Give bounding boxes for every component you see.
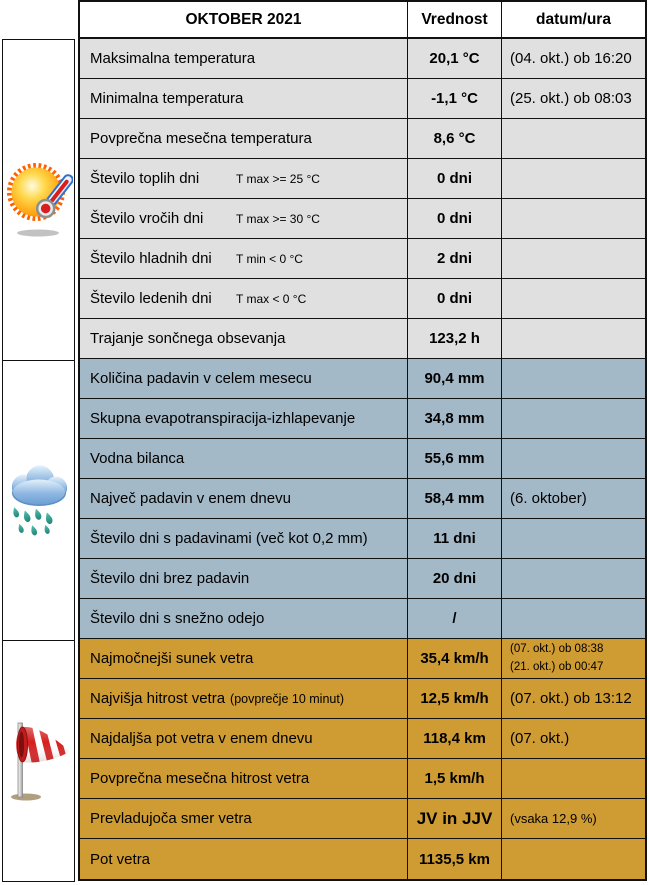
row-value-cell <box>408 319 502 358</box>
row-label-cell <box>80 39 408 78</box>
table-row <box>80 439 645 479</box>
row-value-cell <box>408 559 502 598</box>
sun-thermometer-icon <box>5 159 73 241</box>
row-date-cell <box>502 479 645 518</box>
rain-cloud-icon <box>7 461 71 541</box>
date-column-header: datum/ura <box>536 10 611 28</box>
row-label: Maksimalna temperatura <box>90 50 256 67</box>
row-value: 2 dni <box>436 250 472 267</box>
row-label-cell <box>80 479 408 518</box>
table-body <box>80 39 645 879</box>
row-date: (6. oktober) <box>510 490 587 507</box>
row-label: Število toplih dni <box>90 170 200 187</box>
row-date-cell <box>502 79 645 118</box>
row-label: Največ padavin v enem dnevu <box>90 490 291 507</box>
row-value: 58,4 mm <box>424 490 485 507</box>
row-label: Količina padavin v celem mesecu <box>90 370 312 387</box>
row-label-cell <box>80 799 408 838</box>
row-condition-note: T max < 0 °C <box>236 291 307 306</box>
table-row <box>80 39 645 79</box>
row-label-cell <box>80 839 408 879</box>
row-date-cell <box>502 119 645 158</box>
row-value-cell <box>408 439 502 478</box>
row-date: (04. okt.) ob 16:20 <box>510 50 632 67</box>
row-value-cell <box>408 519 502 558</box>
row-date: (vsaka 12,9 %) <box>510 811 597 826</box>
row-value-cell <box>408 479 502 518</box>
row-label-cell <box>80 79 408 118</box>
temperature-section-icon-cell <box>3 40 74 360</box>
row-label: Število ledenih dni <box>90 290 212 307</box>
row-label: Število hladnih dni <box>90 250 212 267</box>
row-value: 20,1 °C <box>429 50 480 67</box>
row-date-cell <box>502 159 645 198</box>
row-value-cell <box>408 399 502 438</box>
row-value: 1135,5 km <box>419 850 490 868</box>
row-label-cell <box>80 719 408 758</box>
row-label-cell <box>80 599 408 638</box>
row-value-cell <box>408 839 502 879</box>
row-date-cell <box>502 559 645 598</box>
row-label: Najdaljša pot vetra v enem dnevu <box>90 730 313 747</box>
row-label: Vodna bilanca <box>90 450 185 467</box>
row-value-cell <box>408 759 502 798</box>
row-label: Najmočnejši sunek vetra <box>90 650 254 667</box>
row-date-cell <box>502 759 645 798</box>
row-label-cell <box>80 559 408 598</box>
row-label-cell <box>80 679 408 718</box>
row-value: 12,5 km/h <box>420 690 489 707</box>
table-row <box>80 159 645 199</box>
row-label-cell <box>80 239 408 278</box>
row-date-cell <box>502 599 645 638</box>
table-row <box>80 799 645 839</box>
row-value: -1,1 °C <box>431 90 478 107</box>
row-value: 90,4 mm <box>424 370 485 387</box>
header-value-cell <box>408 2 502 37</box>
row-label-cell <box>80 439 408 478</box>
row-date-cell <box>502 39 645 78</box>
table-row <box>80 679 645 719</box>
table-row <box>80 519 645 559</box>
row-value: 8,6 °C <box>433 130 476 147</box>
windsock-icon <box>6 717 72 805</box>
table-row <box>80 559 645 599</box>
table-row <box>80 839 645 879</box>
row-value-cell <box>408 239 502 278</box>
table-row <box>80 399 645 439</box>
row-value-cell <box>408 719 502 758</box>
row-value-cell <box>408 199 502 238</box>
row-value: 118,4 km <box>423 730 486 747</box>
row-label: Prevladujoča smer vetra <box>90 810 252 827</box>
row-date-line: (21. okt.) ob 00:47 <box>510 660 604 673</box>
table-row <box>80 599 645 639</box>
header-date-cell <box>502 2 645 37</box>
table-row <box>80 119 645 159</box>
row-label: Najvišja hitrost vetra <box>90 690 226 707</box>
row-value-cell <box>408 359 502 398</box>
row-label-cell <box>80 519 408 558</box>
row-date-cell <box>502 679 645 718</box>
row-label: Skupna evapotranspiracija-izhlapevanje <box>90 410 356 427</box>
row-label-cell <box>80 119 408 158</box>
row-label: Pot vetra <box>90 850 151 868</box>
row-value-cell <box>408 639 502 678</box>
row-value-cell <box>408 159 502 198</box>
row-value: 34,8 mm <box>424 410 485 427</box>
row-date: (07. okt.) <box>510 730 570 747</box>
icon-column <box>2 39 75 882</box>
row-date-cell <box>502 399 645 438</box>
header-month-cell <box>80 2 408 37</box>
table-row <box>80 479 645 519</box>
row-date: (07. okt.) ob 13:12 <box>510 690 632 707</box>
row-label: Število dni s snežno odejo <box>90 610 265 627</box>
row-value: / <box>452 610 457 627</box>
row-label-cell <box>80 159 408 198</box>
row-label-cell <box>80 199 408 238</box>
row-value-cell <box>408 599 502 638</box>
row-label-cell <box>80 359 408 398</box>
table-row <box>80 359 645 399</box>
table-row <box>80 239 645 279</box>
row-label-cell <box>80 279 408 318</box>
precipitation-section-icon-cell <box>3 360 74 640</box>
table-header-row <box>80 2 645 39</box>
table-row <box>80 279 645 319</box>
weather-table <box>78 0 647 881</box>
row-date-cell <box>502 319 645 358</box>
row-label-cell <box>80 319 408 358</box>
row-date-cell <box>502 519 645 558</box>
table-row <box>80 79 645 119</box>
row-date-cell <box>502 239 645 278</box>
row-label: Število dni brez padavin <box>90 570 250 587</box>
row-value: 0 dni <box>436 170 472 187</box>
month-title: OKTOBER 2021 <box>185 10 302 28</box>
row-condition-note: T max >= 30 °C <box>236 211 320 226</box>
row-date-cell <box>502 199 645 238</box>
row-label: Povprečna mesečna hitrost vetra <box>90 770 310 787</box>
row-condition-note: T min < 0 °C <box>236 251 303 266</box>
row-label: Število dni s padavinami (več kot 0,2 mm) <box>90 530 368 547</box>
row-value-cell <box>408 79 502 118</box>
value-column-header: Vrednost <box>421 10 488 28</box>
row-date-cell <box>502 279 645 318</box>
row-date: (25. okt.) ob 08:03 <box>510 90 632 107</box>
row-label: Trajanje sončnega obsevanja <box>90 330 286 347</box>
row-date-cell <box>502 799 645 838</box>
row-value: 20 dni <box>432 570 477 587</box>
row-label: Število vročih dni <box>90 210 204 227</box>
row-date-line: (07. okt.) ob 08:38 <box>510 643 604 656</box>
row-date-cell <box>502 639 645 678</box>
row-value: 0 dni <box>436 290 472 307</box>
row-date-cell <box>502 839 645 879</box>
row-value-cell <box>408 119 502 158</box>
row-date-cell <box>502 719 645 758</box>
table-row <box>80 319 645 359</box>
row-value: 35,4 km/h <box>420 650 489 667</box>
wind-section-icon-cell <box>3 640 74 881</box>
row-value-cell <box>408 39 502 78</box>
row-label-note: (povprečje 10 minut) <box>230 691 344 706</box>
row-condition-note: T max >= 25 °C <box>236 171 320 186</box>
row-label: Povprečna mesečna temperatura <box>90 130 312 147</box>
row-date-cell <box>502 439 645 478</box>
row-date-cell <box>502 359 645 398</box>
table-row <box>80 719 645 759</box>
row-label-cell <box>80 759 408 798</box>
row-value: 0 dni <box>436 210 472 227</box>
table-row <box>80 199 645 239</box>
row-value: 11 dni <box>433 530 476 547</box>
row-value: 123,2 h <box>429 330 480 347</box>
row-value-cell <box>408 799 502 838</box>
row-value: 55,6 mm <box>424 450 485 467</box>
row-value-cell <box>408 279 502 318</box>
row-label: Minimalna temperatura <box>90 90 244 107</box>
table-row <box>80 759 645 799</box>
row-label-cell <box>80 399 408 438</box>
row-label-cell <box>80 639 408 678</box>
row-value-cell <box>408 679 502 718</box>
row-value: JV in JJV <box>416 808 493 828</box>
row-value: 1,5 km/h <box>424 770 485 787</box>
table-row <box>80 639 645 679</box>
